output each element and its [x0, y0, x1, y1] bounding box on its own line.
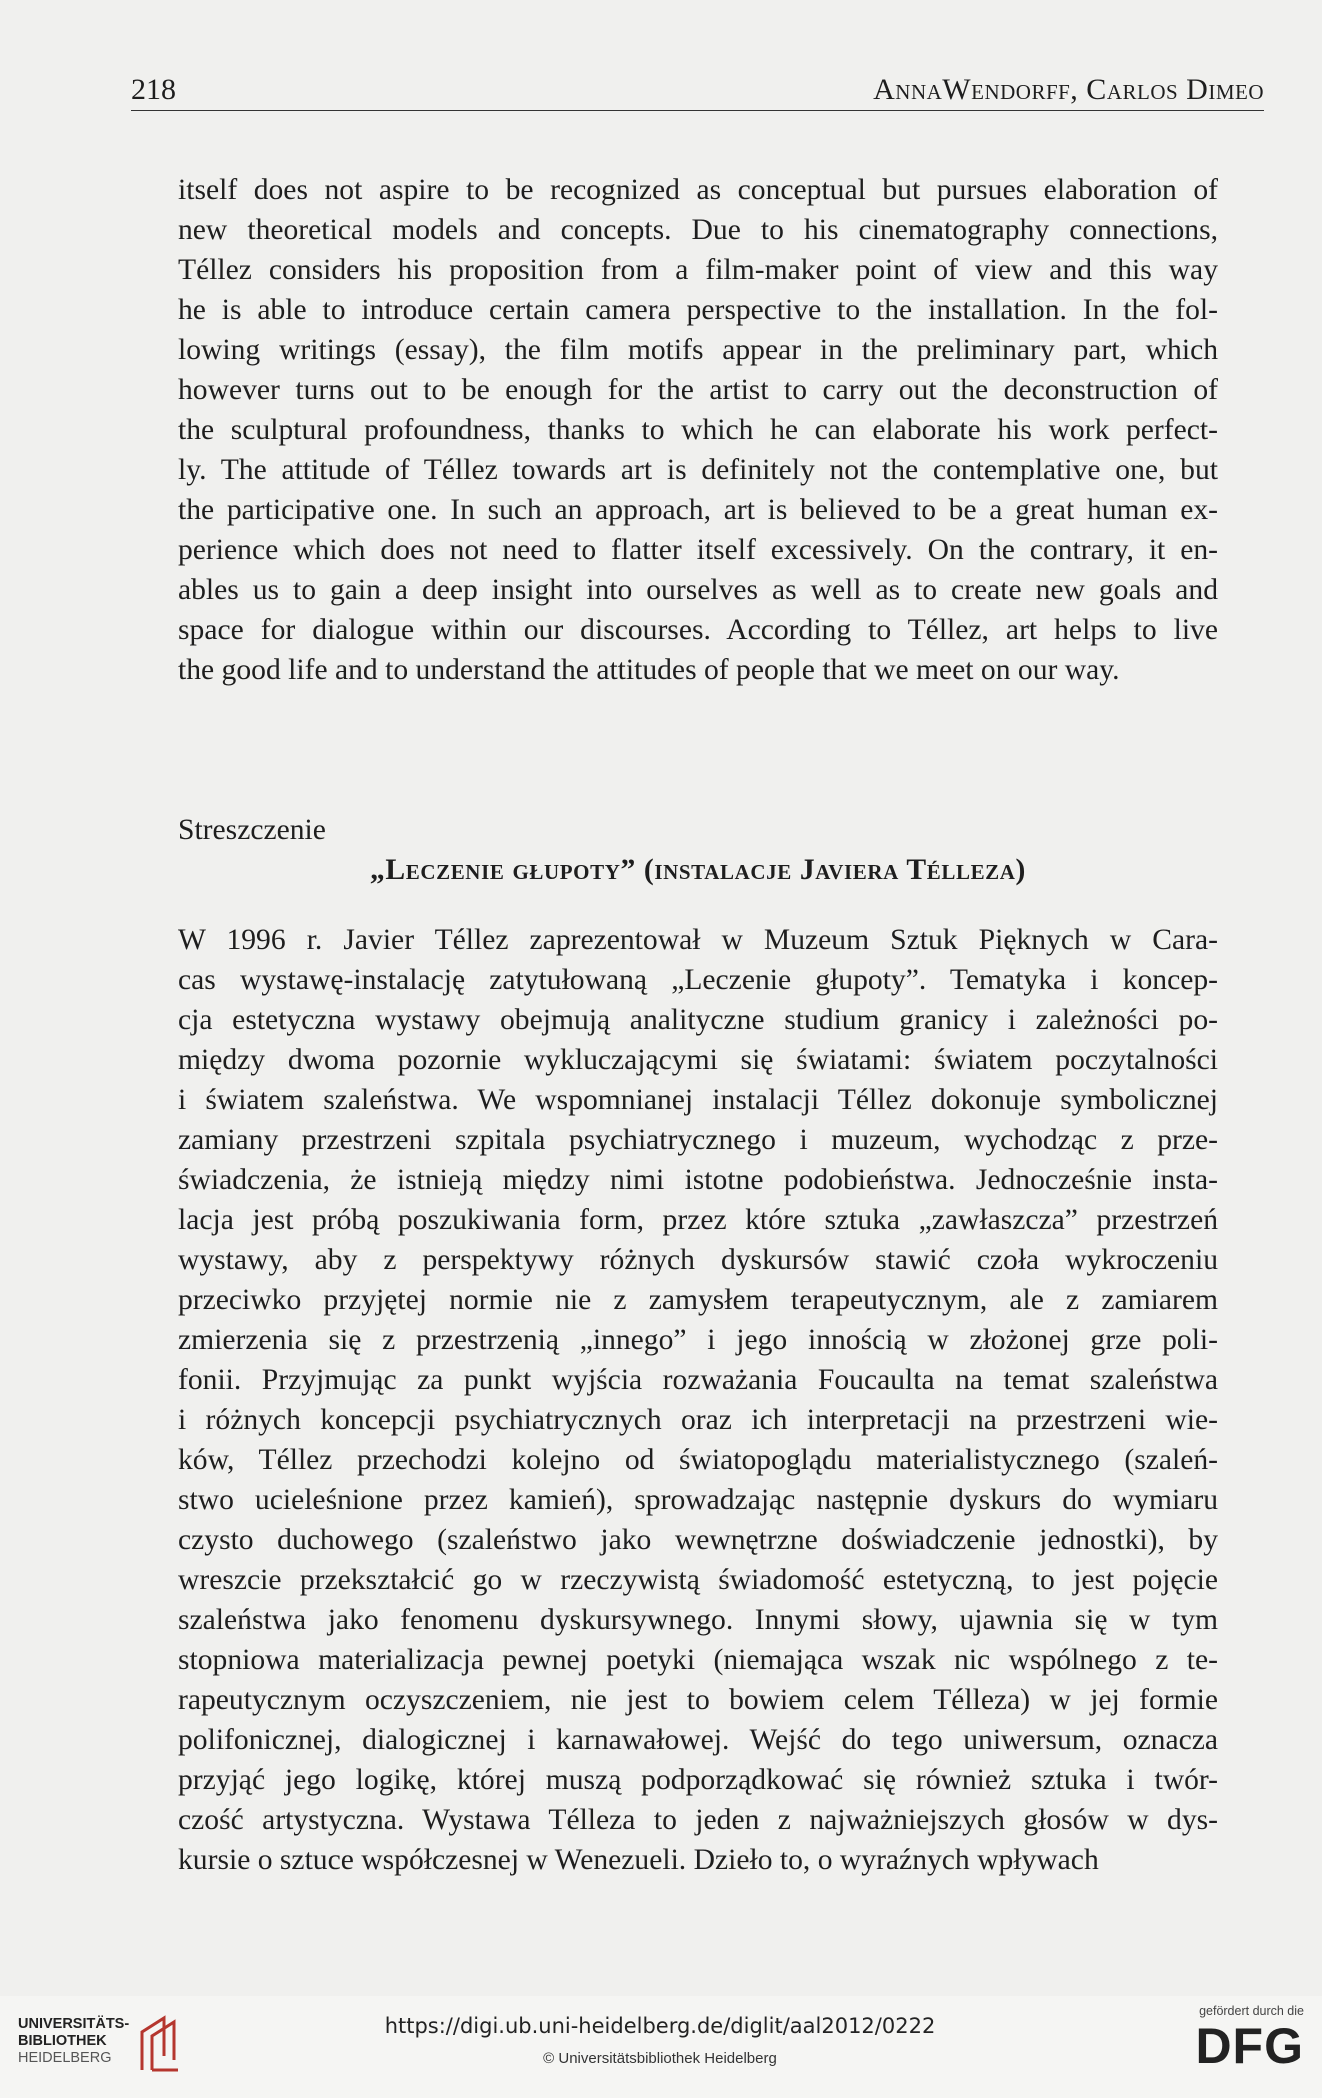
text-line: polifonicznej, dialogicznej i karnawałowej. Wejść do tego uniwersum, oznacza: [178, 1724, 1218, 1756]
text-line: przyjąć jego logikę, której muszą podporządkować się również sztuka i twór-: [178, 1764, 1218, 1796]
text-line: lacja jest próbą poszukiwania form, przez które sztuka „zawłaszcza” przestrzeń: [178, 1204, 1218, 1236]
library-name-line: BIBLIOTHEK: [18, 2033, 107, 2049]
text-line: however turns out to be enough for the artist to carry out the deconstruction of: [178, 374, 1218, 406]
text-line: czość artystyczna. Wystawa Télleza to jeden z najważniejszych głosów w dys-: [178, 1804, 1218, 1836]
text-line: świadczenia, że istnieją między nimi istotne podobieństwa. Jednocześnie insta-: [178, 1164, 1218, 1196]
library-emblem-icon: [134, 2012, 204, 2074]
text-line: przeciwko przyjętej normie nie z zamysłem terapeutycznym, ale z zamiarem: [178, 1284, 1218, 1316]
text-line: stopniowa materializacja pewnej poetyki (niemająca wszak nic wspólnego z te-: [178, 1644, 1218, 1676]
text-line: space for dialogue within our discourses. According to Téllez, art helps to live: [178, 614, 1218, 646]
text-line: W 1996 r. Javier Téllez zaprezentował w Muzeum Sztuk Pięknych w Cara-: [178, 924, 1218, 956]
text-line: zmierzenia się z przestrzenią „innego” i jego innością w złożonej grze poli-: [178, 1324, 1218, 1356]
text-line: i różnych koncepcji psychiatrycznych oraz ich interpretacji na przestrzeni wie-: [178, 1404, 1218, 1436]
library-logo[interactable]: [18, 2008, 218, 2078]
paragraph-polish: [178, 920, 1218, 1880]
text-line: itself does not aspire to be recognized as conceptual but pursues elaboration of: [178, 174, 1218, 206]
text-line: fonii. Przyjmując za punkt wyjścia rozważania Foucaulta na temat szaleństwa: [178, 1364, 1218, 1396]
permalink-url[interactable]: https://digi.ub.uni-heidelberg.de/diglit/aal2012/0222: [384, 2014, 936, 2038]
library-name: [18, 2016, 129, 2067]
text-line: szaleństwa jako fenomenu dyskursywnego. Innymi słowy, ujawnia się w tym: [178, 1604, 1218, 1636]
text-line: czysto duchowego (szaleństwo jako wewnętrzne doświadczenie jednostki), by: [178, 1524, 1218, 1556]
text-line: ly. The attitude of Téllez towards art is definitely not the contemplative one, but: [178, 454, 1218, 486]
text-line: rapeutycznym oczyszczeniem, nie jest to bowiem celem Télleza) w jej formie: [178, 1684, 1218, 1716]
funder-note: gefördert durch die: [1199, 2004, 1304, 2018]
running-head: AnnaWendorff, Carlos Dimeo: [873, 73, 1264, 106]
text-line: he is able to introduce certain camera perspective to the installation. In the fol-: [178, 294, 1218, 326]
text-line: wreszcie przekształcić go w rzeczywistą świadomość estetyczną, to jest pojęcie: [178, 1564, 1218, 1596]
text-line: między dwoma pozornie wykluczającymi się światami: światem poczytalności: [178, 1044, 1218, 1076]
text-line: the participative one. In such an approach, art is believed to be a great human ex-: [178, 494, 1218, 526]
text-line: lowing writings (essay), the film motifs appear in the preliminary part, which: [178, 334, 1218, 366]
section-label: Streszczenie: [178, 814, 326, 846]
text-line: Téllez considers his proposition from a film-maker point of view and this way: [178, 254, 1218, 286]
header-rule: [131, 110, 1264, 111]
text-line: stwo ucieleśnione przez kamień), sprowadzając następnie dyskurs do wymiaru: [178, 1484, 1218, 1516]
text-line: new theoretical models and concepts. Due to his cinematography connections,: [178, 214, 1218, 246]
dfg-logo[interactable]: [1174, 2004, 1304, 2084]
text-line: ables us to gain a deep insight into ourselves as well as to create new goals and: [178, 574, 1218, 606]
text-line: wystawy, aby z perspektywy różnych dyskursów stawić czoła wykroczeniu: [178, 1244, 1218, 1276]
page-footer: [0, 1996, 1322, 2098]
text-line: cas wystawę-instalację zatytułowaną „Leczenie głupoty”. Tematyka i koncep-: [178, 964, 1218, 996]
funder-logo-text: DFG: [1195, 2018, 1304, 2074]
text-line: kursie o sztuce współczesnej w Wenezueli. Dzieło to, o wyraźnych wpływach: [178, 1844, 1099, 1876]
section-title: „Leczenie głupoty” (instalacje Javiera Télleza): [369, 854, 1027, 886]
page-number: 218: [131, 73, 176, 106]
text-line: cja estetyczna wystawy obejmują analityczne studium granicy i zależności po-: [178, 1004, 1218, 1036]
text-line: i światem szaleństwa. We wspomnianej instalacji Téllez dokonuje symbolicznej: [178, 1084, 1218, 1116]
text-line: the sculptural profoundness, thanks to which he can elaborate his work perfect-: [178, 414, 1218, 446]
library-name-line: HEIDELBERG: [18, 2050, 112, 2066]
text-line: the good life and to understand the attitudes of people that we meet on our way.: [178, 654, 1120, 686]
library-name-line: UNIVERSITÄTS-: [18, 2016, 130, 2032]
text-line: zamiany przestrzeni szpitala psychiatrycznego i muzeum, wychodząc z prze-: [178, 1124, 1218, 1156]
text-line: ków, Téllez przechodzi kolejno od światopoglądu materialistycznego (szaleń-: [178, 1444, 1218, 1476]
copyright-notice: © Universitätsbibliothek Heidelberg: [543, 2050, 777, 2067]
text-line: perience which does not need to flatter itself excessively. On the contrary, it en-: [178, 534, 1218, 566]
page-header: [131, 70, 1264, 110]
paragraph-english: [178, 170, 1218, 690]
